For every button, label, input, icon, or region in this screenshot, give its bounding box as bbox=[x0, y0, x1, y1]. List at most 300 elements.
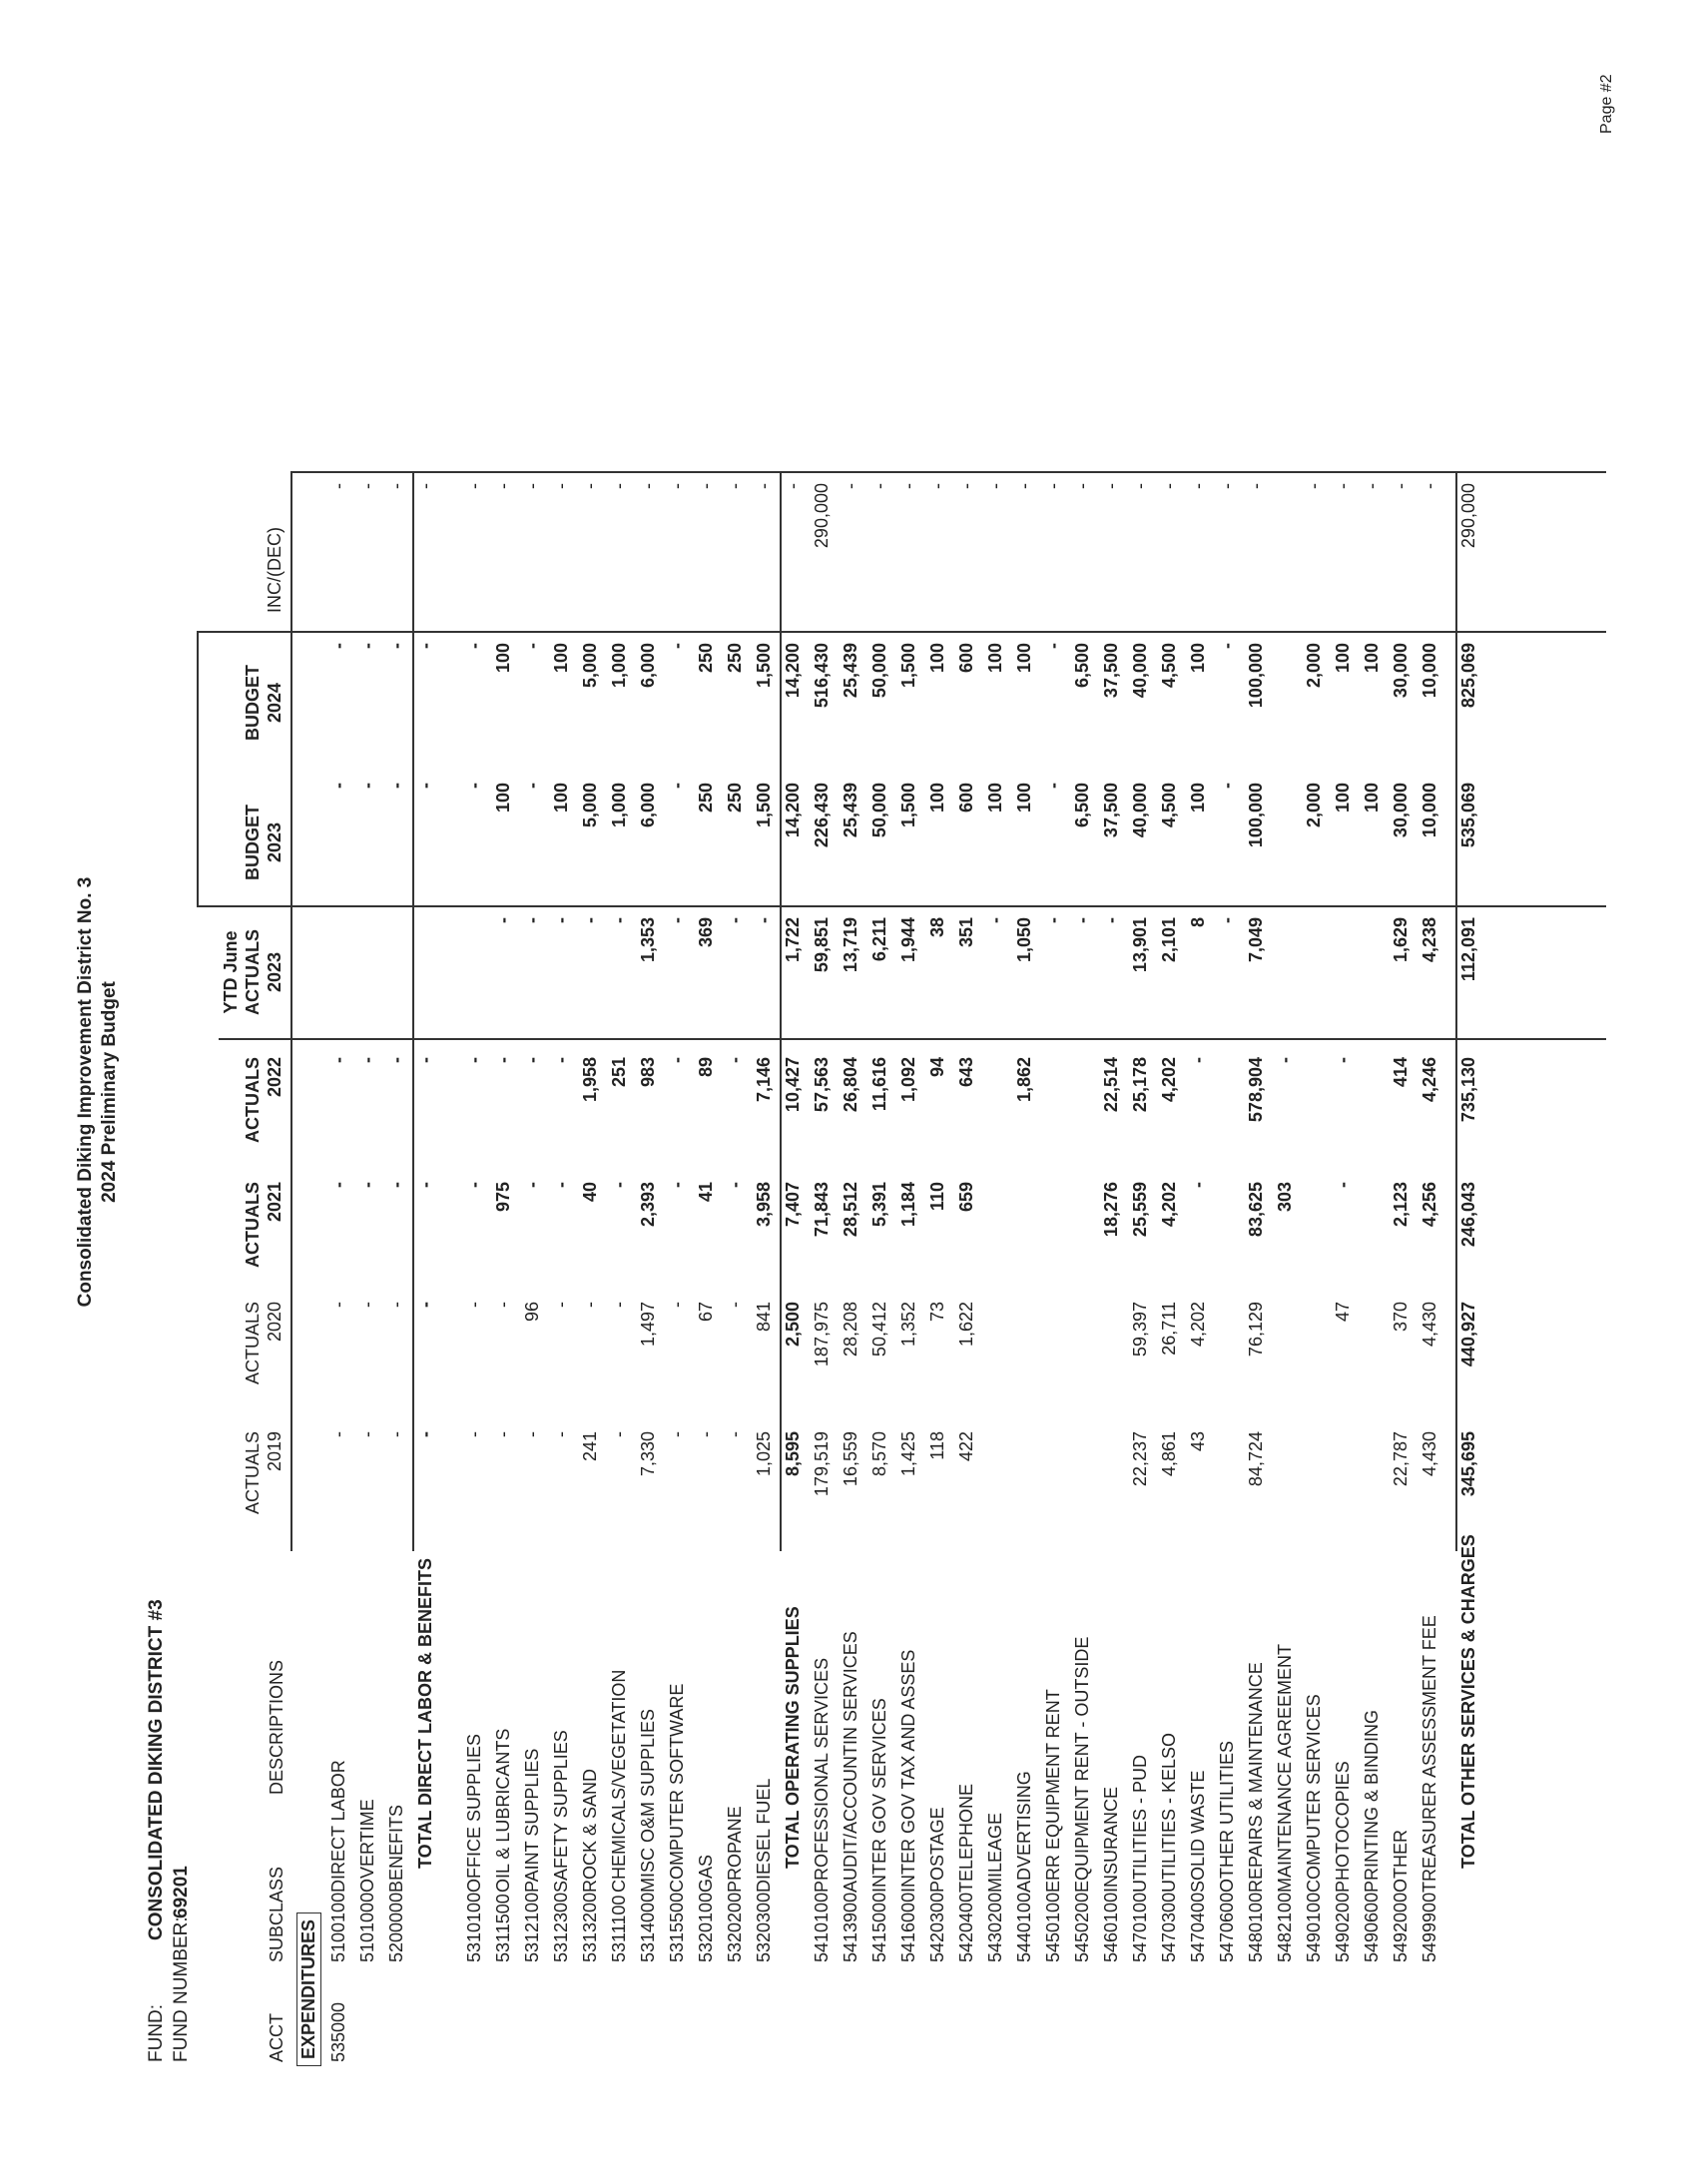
budget-page bbox=[61, 74, 1638, 2110]
description-cell: ERR EQUIPMENT RENT bbox=[1043, 1689, 1063, 1893]
table-row bbox=[869, 74, 899, 2110]
value-cell: - bbox=[522, 1431, 542, 1437]
description-cell: TREASURER ASSESSMENT FEE bbox=[1419, 1615, 1439, 1893]
value-cell: 659 bbox=[956, 1182, 976, 1213]
table-row bbox=[328, 74, 358, 2110]
value-cell: 25,439 bbox=[841, 783, 860, 838]
value-cell: 1,944 bbox=[898, 917, 918, 963]
subclass-cell: 5315500 bbox=[667, 1892, 687, 1962]
value-cell: 26,711 bbox=[1159, 1302, 1179, 1356]
value-cell: - bbox=[357, 643, 377, 649]
value-cell: - bbox=[357, 1431, 377, 1437]
subclass-cell: 5314000 bbox=[638, 1892, 658, 1962]
total-row bbox=[783, 74, 813, 2110]
value-cell: - bbox=[1188, 1182, 1208, 1188]
value-cell: 370 bbox=[1391, 1302, 1411, 1333]
table-row bbox=[985, 74, 1015, 2110]
value-cell: 1,629 bbox=[1391, 917, 1411, 963]
total-rule bbox=[780, 473, 782, 1551]
value-cell: 246,043 bbox=[1458, 1182, 1478, 1248]
value-cell: 100 bbox=[551, 783, 571, 814]
value-cell: - bbox=[898, 483, 918, 489]
table-row bbox=[551, 74, 581, 2110]
subclass-cell: 5450100 bbox=[1043, 1892, 1063, 1962]
value-cell: - bbox=[551, 1057, 571, 1063]
value-cell: 1,025 bbox=[754, 1431, 774, 1477]
value-cell: - bbox=[985, 483, 1005, 489]
value-cell: 41 bbox=[696, 1182, 716, 1203]
value-cell: - bbox=[725, 483, 745, 489]
value-cell: 22,514 bbox=[1101, 1057, 1121, 1113]
description-cell: SOLID WASTE bbox=[1188, 1770, 1208, 1893]
value-cell: - bbox=[551, 1182, 571, 1188]
subclass-cell: 5470400 bbox=[1188, 1892, 1208, 1962]
value-cell: 16,559 bbox=[841, 1431, 860, 1487]
value-cell: 100 bbox=[1362, 643, 1382, 674]
value-cell: 6,000 bbox=[638, 783, 658, 828]
value-cell: 1,352 bbox=[898, 1302, 918, 1348]
table-row bbox=[1304, 74, 1334, 2110]
value-cell: - bbox=[464, 783, 484, 789]
value-cell: 369 bbox=[696, 917, 716, 948]
value-cell: 30,000 bbox=[1391, 643, 1411, 699]
col-ytd-actuals: ACTUALS bbox=[243, 929, 263, 1015]
value-cell: 14,200 bbox=[783, 783, 803, 838]
subclass-cell: 5420300 bbox=[927, 1892, 947, 1962]
value-cell: 7,049 bbox=[1246, 917, 1266, 963]
value-cell: 2,500 bbox=[783, 1302, 803, 1348]
value-cell: - bbox=[638, 483, 658, 489]
table-row bbox=[1130, 74, 1160, 2110]
value-cell: 1,092 bbox=[898, 1057, 918, 1103]
value-cell: - bbox=[386, 643, 406, 649]
subclass-cell: 5312100 bbox=[522, 1892, 542, 1962]
value-cell: - bbox=[357, 1057, 377, 1063]
value-cell: 2,101 bbox=[1159, 917, 1179, 963]
value-cell: - bbox=[696, 483, 716, 489]
value-cell: - bbox=[667, 483, 687, 489]
value-cell: - bbox=[1072, 917, 1092, 923]
description-cell: DIRECT LABOR bbox=[328, 1760, 348, 1893]
value-cell: - bbox=[493, 1057, 513, 1063]
value-cell: 5,000 bbox=[580, 643, 600, 689]
value-cell: 1,500 bbox=[898, 643, 918, 689]
value-cell: 303 bbox=[1275, 1182, 1295, 1213]
value-cell: 71,843 bbox=[812, 1182, 832, 1238]
value-cell: 38 bbox=[927, 917, 947, 938]
description-cell: INSURANCE bbox=[1101, 1786, 1121, 1893]
value-cell: 57,563 bbox=[812, 1057, 832, 1113]
value-cell: - bbox=[386, 783, 406, 789]
value-cell: - bbox=[1101, 917, 1121, 923]
description-cell: PHOTOCOPIES bbox=[1333, 1761, 1353, 1893]
value-cell: - bbox=[609, 1302, 629, 1308]
col-2021-year: 2021 bbox=[265, 1182, 284, 1223]
section-expenditures: EXPENDITURES bbox=[296, 1912, 321, 2066]
value-cell: - bbox=[415, 1057, 435, 1063]
value-cell: - bbox=[725, 1182, 745, 1188]
value-cell: - bbox=[580, 917, 600, 923]
value-cell: 735,130 bbox=[1458, 1057, 1478, 1123]
value-cell: - bbox=[1333, 1182, 1353, 1188]
col-budget2024-label: BUDGET bbox=[243, 665, 263, 741]
value-cell: - bbox=[667, 1431, 687, 1437]
value-cell: - bbox=[580, 483, 600, 489]
value-cell: 535,069 bbox=[1458, 783, 1478, 848]
value-cell: 47 bbox=[1333, 1302, 1353, 1323]
value-cell: - bbox=[667, 917, 687, 923]
value-cell: - bbox=[415, 783, 435, 789]
description-cell: OFFICE SUPPLIES bbox=[464, 1733, 484, 1893]
subclass-cell: 5499900 bbox=[1419, 1892, 1439, 1962]
value-cell: 50,000 bbox=[869, 643, 889, 699]
value-cell: 6,211 bbox=[869, 917, 889, 962]
value-cell: 10,000 bbox=[1419, 643, 1439, 699]
subclass-cell: 5320300 bbox=[754, 1892, 774, 1962]
subclass-cell: 5410100 bbox=[812, 1892, 832, 1962]
value-cell: 100 bbox=[985, 643, 1005, 674]
subclass-cell: 5416000 bbox=[898, 1892, 918, 1962]
value-cell: 76,129 bbox=[1246, 1302, 1266, 1358]
fund-number-label: FUND NUMBER: bbox=[171, 1916, 192, 2062]
table-row bbox=[1217, 74, 1247, 2110]
value-cell: 110 bbox=[927, 1182, 947, 1212]
value-cell: 7,146 bbox=[754, 1057, 774, 1103]
description-cell: PRINTING & BINDING bbox=[1362, 1709, 1382, 1893]
subclass-cell: 5460100 bbox=[1101, 1892, 1121, 1962]
value-cell: 4,246 bbox=[1419, 1057, 1439, 1103]
value-cell: - bbox=[754, 917, 774, 923]
total-rule bbox=[1455, 473, 1457, 1551]
subclass-cell: 5490200 bbox=[1333, 1892, 1353, 1962]
table-row bbox=[1101, 74, 1131, 2110]
description-cell: ADVERTISING bbox=[1014, 1771, 1034, 1893]
value-cell: - bbox=[464, 1057, 484, 1063]
value-cell: - bbox=[754, 483, 774, 489]
value-cell: 100,000 bbox=[1246, 783, 1266, 848]
value-cell: 7,330 bbox=[638, 1431, 658, 1477]
value-cell: 440,927 bbox=[1458, 1302, 1478, 1367]
value-cell: 187,975 bbox=[812, 1302, 832, 1367]
table-row bbox=[812, 74, 842, 2110]
col-2019-year: 2019 bbox=[265, 1431, 284, 1472]
value-cell: - bbox=[1014, 483, 1034, 489]
value-cell: 179,519 bbox=[812, 1431, 832, 1497]
value-cell: 8,570 bbox=[869, 1431, 889, 1477]
value-cell: 40 bbox=[580, 1182, 600, 1203]
description-cell: MAINTENANCE AGREEMENT bbox=[1275, 1643, 1295, 1893]
value-cell: - bbox=[1362, 483, 1382, 489]
table-row bbox=[1275, 74, 1305, 2110]
table-row bbox=[609, 74, 639, 2110]
col-2022-year: 2022 bbox=[265, 1057, 284, 1098]
description-cell: UTILITIES - PUD bbox=[1130, 1754, 1150, 1893]
value-cell: 5,391 bbox=[869, 1182, 889, 1228]
value-cell: 14,200 bbox=[783, 643, 803, 699]
description-cell: INTER GOV SERVICES bbox=[869, 1698, 889, 1893]
description-cell: COMPUTER SOFTWARE bbox=[667, 1683, 687, 1893]
value-cell: 290,000 bbox=[1458, 483, 1478, 549]
table-row bbox=[522, 74, 552, 2110]
value-cell: 2,000 bbox=[1304, 643, 1324, 689]
value-cell: 50,000 bbox=[869, 783, 889, 838]
value-cell: 3,958 bbox=[754, 1182, 774, 1228]
value-cell: 975 bbox=[493, 1182, 513, 1213]
value-cell: - bbox=[985, 917, 1005, 923]
value-cell: 50,412 bbox=[869, 1302, 889, 1358]
table-row bbox=[580, 74, 610, 2110]
subclass-cell: 5470600 bbox=[1217, 1892, 1237, 1962]
value-cell: - bbox=[956, 483, 976, 489]
value-cell: 100 bbox=[927, 643, 947, 674]
value-cell: 100 bbox=[551, 643, 571, 674]
subclass-cell: 5311500 bbox=[493, 1894, 513, 1962]
value-cell: 59,851 bbox=[812, 917, 832, 973]
description-cell: CHEMICALS/VEGETATION bbox=[609, 1669, 629, 1893]
header-rule bbox=[290, 473, 292, 1551]
document-subtitle: 2024 Preliminary Budget bbox=[99, 981, 120, 1203]
value-cell: - bbox=[1217, 783, 1237, 789]
description-cell: SAFETY SUPPLIES bbox=[551, 1730, 571, 1893]
value-cell: 43 bbox=[1188, 1431, 1208, 1452]
value-cell: - bbox=[667, 643, 687, 649]
value-cell: 18,276 bbox=[1101, 1182, 1121, 1238]
value-cell: 4,202 bbox=[1188, 1302, 1208, 1348]
description-cell: EQUIPMENT RENT - OUTSIDE bbox=[1072, 1636, 1092, 1893]
value-cell: - bbox=[551, 1431, 571, 1437]
value-cell: - bbox=[1333, 1057, 1353, 1063]
value-cell: 6,000 bbox=[638, 643, 658, 689]
value-cell: 10,427 bbox=[783, 1057, 803, 1113]
value-cell: 4,500 bbox=[1159, 783, 1179, 828]
subclass-cell: 5482100 bbox=[1275, 1892, 1295, 1962]
subclass-cell: 5320100 bbox=[696, 1892, 716, 1962]
value-cell: - bbox=[464, 1182, 484, 1188]
subclass-cell: 5430200 bbox=[985, 1892, 1005, 1962]
value-cell: 4,202 bbox=[1159, 1057, 1179, 1103]
value-cell: - bbox=[328, 783, 348, 789]
value-cell: - bbox=[725, 1057, 745, 1063]
value-cell: 1,722 bbox=[783, 917, 803, 963]
value-cell: - bbox=[725, 1302, 745, 1308]
value-cell: 100,000 bbox=[1246, 643, 1266, 709]
value-cell: 100 bbox=[985, 783, 1005, 814]
value-cell: - bbox=[415, 1431, 435, 1437]
value-cell: - bbox=[1391, 483, 1411, 489]
value-cell: - bbox=[415, 1302, 435, 1308]
value-cell: - bbox=[357, 783, 377, 789]
value-cell: 4,861 bbox=[1159, 1431, 1179, 1477]
value-cell: - bbox=[551, 483, 571, 489]
value-cell: 25,439 bbox=[841, 643, 860, 699]
table-row bbox=[1188, 74, 1218, 2110]
subclass-cell: 5313200 bbox=[580, 1892, 600, 1962]
value-cell: 250 bbox=[696, 643, 716, 674]
value-cell: - bbox=[415, 483, 435, 489]
total-row bbox=[1458, 74, 1488, 2110]
col-2022-label: ACTUALS bbox=[243, 1057, 263, 1143]
description-cell: OIL & LUBRICANTS bbox=[493, 1728, 513, 1893]
value-cell: - bbox=[522, 1057, 542, 1063]
col-budget2024-year: 2024 bbox=[265, 682, 284, 724]
value-cell: - bbox=[841, 483, 860, 489]
value-cell: - bbox=[328, 1182, 348, 1188]
description-cell: BENEFITS bbox=[386, 1804, 406, 1893]
table-row bbox=[1072, 74, 1102, 2110]
col-budget2023-label: BUDGET bbox=[243, 805, 263, 880]
value-cell: - bbox=[328, 1302, 348, 1308]
value-cell: 100 bbox=[1188, 643, 1208, 674]
document-title: Consolidated Diking Improvement District No. 3 bbox=[75, 876, 96, 1308]
value-cell: - bbox=[1217, 643, 1237, 649]
value-cell: 96 bbox=[522, 1302, 542, 1323]
value-cell: - bbox=[522, 1182, 542, 1188]
value-cell: 83,625 bbox=[1246, 1182, 1266, 1238]
value-cell: 4,500 bbox=[1159, 643, 1179, 689]
value-cell: - bbox=[1217, 483, 1237, 489]
description-cell: PROPANE bbox=[725, 1806, 745, 1893]
description-cell: TELEPHONE bbox=[956, 1783, 976, 1893]
table-row bbox=[725, 74, 755, 2110]
value-cell: - bbox=[493, 1302, 513, 1308]
value-cell: - bbox=[386, 1182, 406, 1188]
value-cell: - bbox=[1072, 483, 1092, 489]
value-cell: 5,000 bbox=[580, 783, 600, 828]
subclass-cell: 5492000 bbox=[1391, 1892, 1411, 1962]
value-cell: - bbox=[725, 1431, 745, 1437]
col-2021-label: ACTUALS bbox=[243, 1182, 263, 1268]
value-cell: 26,804 bbox=[841, 1057, 860, 1113]
value-cell: 100 bbox=[1188, 783, 1208, 814]
table-row bbox=[1159, 74, 1189, 2110]
table-row bbox=[1333, 74, 1363, 2110]
value-cell: - bbox=[869, 483, 889, 489]
description-cell: DIESEL FUEL bbox=[754, 1778, 774, 1893]
value-cell: 4,238 bbox=[1419, 917, 1439, 963]
table-row bbox=[1419, 74, 1449, 2110]
value-cell: 290,000 bbox=[812, 483, 832, 549]
value-cell: - bbox=[1304, 483, 1324, 489]
value-cell: 22,787 bbox=[1391, 1431, 1411, 1487]
value-cell: 345,695 bbox=[1458, 1431, 1478, 1497]
table-row bbox=[493, 74, 523, 2110]
value-cell: - bbox=[464, 1302, 484, 1308]
value-cell: 13,719 bbox=[841, 917, 860, 973]
fund-name: CONSOLIDATED DIKING DISTRICT #3 bbox=[146, 1599, 167, 1940]
value-cell: - bbox=[1043, 783, 1063, 789]
value-cell: - bbox=[667, 1057, 687, 1063]
value-cell: 226,430 bbox=[812, 783, 832, 848]
value-cell: 100 bbox=[493, 643, 513, 674]
value-cell: - bbox=[580, 1302, 600, 1308]
table-row bbox=[956, 74, 986, 2110]
value-cell: - bbox=[1188, 1057, 1208, 1063]
budget-top-rule bbox=[197, 633, 199, 907]
description-cell: POSTAGE bbox=[927, 1807, 947, 1893]
subclass-cell: 5490100 bbox=[1304, 1892, 1324, 1962]
value-cell: - bbox=[1188, 483, 1208, 489]
value-cell: - bbox=[1217, 917, 1237, 923]
subclass-cell: 5311100 bbox=[609, 1895, 629, 1962]
value-cell: 1,000 bbox=[609, 643, 629, 689]
description-cell: GAS bbox=[696, 1854, 716, 1893]
table-row bbox=[898, 74, 928, 2110]
value-cell: - bbox=[1246, 483, 1266, 489]
value-cell: - bbox=[357, 1182, 377, 1188]
value-cell: - bbox=[609, 917, 629, 923]
total-rule bbox=[412, 473, 414, 1551]
value-cell: - bbox=[1130, 483, 1150, 489]
value-cell: - bbox=[328, 483, 348, 489]
value-cell: 1,000 bbox=[609, 783, 629, 828]
value-cell: - bbox=[357, 1302, 377, 1308]
page-number: Page #2 bbox=[1598, 74, 1615, 134]
value-cell: - bbox=[667, 1302, 687, 1308]
value-cell: 1,500 bbox=[754, 643, 774, 689]
subclass-cell: 5470300 bbox=[1159, 1892, 1179, 1962]
value-cell: 2,123 bbox=[1391, 1182, 1411, 1228]
fund-number: 69201 bbox=[171, 1866, 192, 1918]
value-cell: - bbox=[415, 1182, 435, 1188]
description-cell: AUDIT/ACCOUNTIN SERVICES bbox=[841, 1631, 860, 1893]
value-cell: 84,724 bbox=[1246, 1431, 1266, 1487]
description-cell: PAINT SUPPLIES bbox=[522, 1748, 542, 1893]
value-cell: 1,862 bbox=[1014, 1057, 1034, 1103]
value-cell: - bbox=[522, 643, 542, 649]
description-cell: PROFESSIONAL SERVICES bbox=[812, 1657, 832, 1893]
value-cell: 8,595 bbox=[783, 1431, 803, 1477]
value-cell: - bbox=[1101, 483, 1121, 489]
value-cell: 100 bbox=[1014, 783, 1034, 814]
subclass-cell: 5450200 bbox=[1072, 1892, 1092, 1962]
value-cell: - bbox=[609, 1182, 629, 1188]
subclass-cell: 5415000 bbox=[869, 1892, 889, 1962]
subclass-cell: 5470100 bbox=[1130, 1892, 1150, 1962]
value-cell: 10,000 bbox=[1419, 783, 1439, 838]
description-cell: ROCK & SAND bbox=[580, 1768, 600, 1893]
value-cell: 37,500 bbox=[1101, 643, 1121, 699]
description-cell: TOTAL OPERATING SUPPLIES bbox=[783, 1606, 803, 1869]
value-cell: 1,622 bbox=[956, 1302, 976, 1348]
value-cell: 600 bbox=[956, 643, 976, 674]
table-row bbox=[696, 74, 726, 2110]
value-cell: 4,256 bbox=[1419, 1182, 1439, 1228]
value-cell: - bbox=[551, 1302, 571, 1308]
value-cell: 67 bbox=[696, 1302, 716, 1323]
value-cell: - bbox=[783, 483, 803, 489]
value-cell: 241 bbox=[580, 1431, 600, 1462]
value-cell: - bbox=[493, 1431, 513, 1437]
value-cell: 25,178 bbox=[1130, 1057, 1150, 1113]
value-cell: 1,958 bbox=[580, 1057, 600, 1103]
description-cell: REPAIRS & MAINTENANCE bbox=[1246, 1662, 1266, 1893]
subclass-cell: 5320200 bbox=[725, 1892, 745, 1962]
subclass-cell: 5413900 bbox=[841, 1892, 860, 1962]
col-2020-year: 2020 bbox=[265, 1302, 284, 1343]
value-cell: 600 bbox=[956, 783, 976, 814]
value-cell: 4,202 bbox=[1159, 1182, 1179, 1228]
value-cell: 422 bbox=[956, 1431, 976, 1462]
value-cell: 37,500 bbox=[1101, 783, 1121, 838]
subclass-cell: 5200000 bbox=[386, 1892, 406, 1962]
col-acct: ACCT bbox=[267, 2013, 286, 2062]
value-cell: - bbox=[927, 483, 947, 489]
value-cell: 100 bbox=[1333, 643, 1353, 674]
value-cell: 89 bbox=[696, 1057, 716, 1078]
col-ytd-year: 2023 bbox=[265, 951, 284, 993]
value-cell: - bbox=[328, 643, 348, 649]
description-cell: OVERTIME bbox=[357, 1799, 377, 1893]
